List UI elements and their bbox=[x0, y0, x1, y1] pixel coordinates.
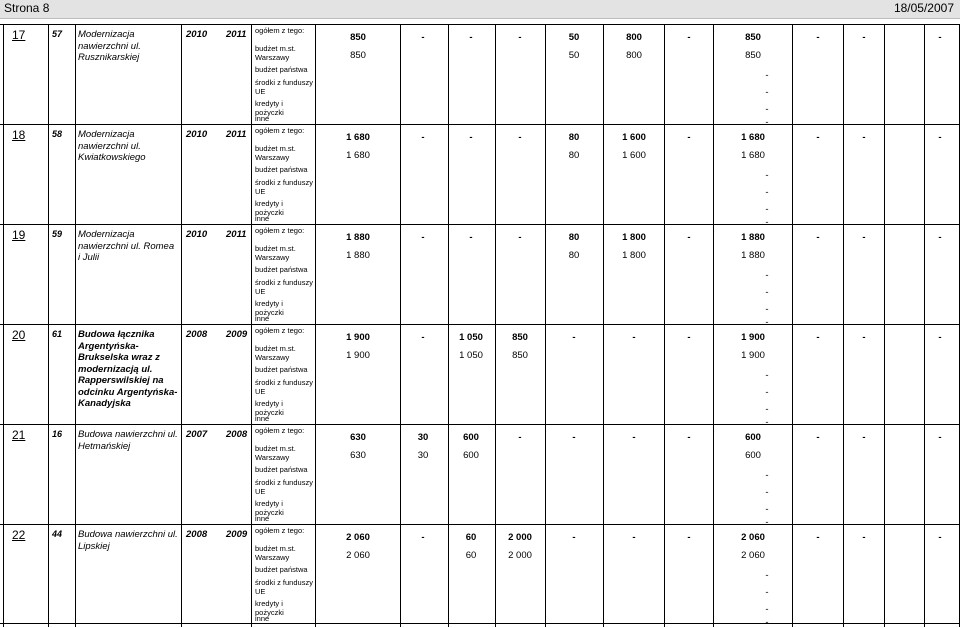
eu-funds-label: środki z funduszy UE bbox=[255, 478, 313, 496]
total-value: - bbox=[862, 332, 866, 343]
total-value: - bbox=[816, 32, 820, 43]
total-value: - bbox=[862, 532, 866, 543]
eu-value: - bbox=[765, 287, 769, 298]
total-value: - bbox=[469, 232, 473, 243]
project-name: Modernizacja nawierzchni ul. Kwiatkowskiego bbox=[78, 129, 146, 163]
total-value: 30 bbox=[417, 432, 429, 443]
loans-label: kredyty i pożyczki bbox=[255, 299, 284, 317]
project-name: Budowa nawierzchni ul. Hetmańskiej bbox=[78, 429, 178, 452]
state-budget-label: budżet państwa bbox=[255, 165, 308, 174]
city-budget-value: 1 800 bbox=[622, 250, 646, 261]
total-value: 50 bbox=[568, 32, 580, 43]
start-year: 2010 bbox=[186, 129, 208, 140]
total-label: ogółem z tego: bbox=[255, 126, 305, 135]
total-value: - bbox=[469, 32, 473, 43]
total-value: - bbox=[938, 132, 942, 143]
city-budget-value: 800 bbox=[626, 50, 642, 61]
other-label: inne bbox=[255, 514, 270, 523]
total-value: - bbox=[518, 32, 522, 43]
loans-label: kredyty i pożyczki bbox=[255, 199, 284, 217]
city-budget-value: 1 900 bbox=[741, 350, 765, 361]
total-value: - bbox=[632, 432, 636, 443]
total-label: ogółem z tego: bbox=[255, 326, 305, 335]
state-value: - bbox=[765, 370, 769, 381]
total-value: 80 bbox=[568, 132, 580, 143]
other-value: - bbox=[765, 517, 769, 528]
other-value: - bbox=[765, 417, 769, 428]
city-budget-value: 2 000 bbox=[508, 550, 532, 561]
start-year: 2008 bbox=[186, 329, 208, 340]
city-budget-value: 850 bbox=[512, 350, 528, 361]
loans-value: - bbox=[765, 104, 769, 115]
position-number: 16 bbox=[52, 429, 63, 439]
total-value: - bbox=[816, 132, 820, 143]
total-value: - bbox=[938, 232, 942, 243]
total-value: 850 bbox=[512, 332, 528, 343]
total-label: ogółem z tego: bbox=[255, 526, 305, 535]
city-budget-value: 2 060 bbox=[346, 550, 370, 561]
loans-label: kredyty i pożyczki bbox=[255, 99, 284, 117]
end-year: 2011 bbox=[226, 29, 247, 40]
project-row bbox=[0, 424, 960, 528]
total-value: - bbox=[687, 532, 691, 543]
city-budget-value: 1 600 bbox=[622, 150, 646, 161]
total-value: - bbox=[632, 532, 636, 543]
print-date: 18/05/2007 bbox=[893, 1, 954, 15]
state-budget-label: budżet państwa bbox=[255, 465, 308, 474]
total-value: - bbox=[632, 332, 636, 343]
total-value: - bbox=[816, 232, 820, 243]
eu-funds-label: środki z funduszy UE bbox=[255, 578, 313, 596]
city-budget-label: budżet m.st. Warszawy bbox=[255, 144, 296, 162]
row-number: 17 bbox=[12, 28, 26, 42]
other-label: inne bbox=[255, 314, 270, 323]
loans-value: - bbox=[765, 204, 769, 215]
total-value: - bbox=[572, 332, 576, 343]
city-budget-value: 1 680 bbox=[741, 150, 765, 161]
city-budget-label: budżet m.st. Warszawy bbox=[255, 344, 296, 362]
total-value: - bbox=[469, 132, 473, 143]
total-value: - bbox=[687, 232, 691, 243]
start-year: 2008 bbox=[186, 529, 208, 540]
end-year: 2009 bbox=[226, 529, 248, 540]
total-value: - bbox=[518, 432, 522, 443]
other-value: - bbox=[765, 617, 769, 628]
total-value: 600 bbox=[745, 432, 761, 443]
eu-funds-label: środki z funduszy UE bbox=[255, 78, 313, 96]
end-year: 2011 bbox=[226, 129, 247, 140]
total-label: ogółem z tego: bbox=[255, 26, 305, 35]
city-budget-value: 600 bbox=[745, 450, 761, 461]
loans-value: - bbox=[765, 604, 769, 615]
project-name: Modernizacja nawierzchni ul. Rusznikarskiej bbox=[78, 29, 141, 63]
total-value: - bbox=[421, 332, 425, 343]
loans-label: kredyty i pożyczki bbox=[255, 499, 284, 517]
position-number: 61 bbox=[52, 329, 63, 339]
city-budget-label: budżet m.st. Warszawy bbox=[255, 44, 296, 62]
total-value: - bbox=[938, 432, 942, 443]
city-budget-value: 2 060 bbox=[741, 550, 765, 561]
eu-funds-label: środki z funduszy UE bbox=[255, 278, 313, 296]
city-budget-value: 630 bbox=[350, 450, 366, 461]
city-budget-value: 60 bbox=[465, 550, 477, 561]
position-number: 57 bbox=[52, 29, 63, 39]
row-number: 21 bbox=[12, 428, 26, 442]
total-value: - bbox=[687, 432, 691, 443]
total-value: - bbox=[421, 532, 425, 543]
total-value: 1 900 bbox=[346, 332, 370, 343]
total-value: 1 900 bbox=[741, 332, 765, 343]
eu-value: - bbox=[765, 187, 769, 198]
city-budget-value: 30 bbox=[417, 450, 429, 461]
project-row bbox=[0, 24, 960, 128]
loans-label: kredyty i pożyczki bbox=[255, 399, 284, 417]
city-budget-value: 850 bbox=[745, 50, 761, 61]
state-value: - bbox=[765, 570, 769, 581]
total-value: 60 bbox=[465, 532, 477, 543]
total-value: 1 050 bbox=[459, 332, 483, 343]
total-value: 800 bbox=[626, 32, 642, 43]
other-label: inne bbox=[255, 414, 270, 423]
city-budget-value: 600 bbox=[463, 450, 479, 461]
total-value: - bbox=[816, 532, 820, 543]
total-value: - bbox=[518, 232, 522, 243]
row-number: 22 bbox=[12, 528, 26, 542]
total-value: - bbox=[938, 532, 942, 543]
total-value: - bbox=[687, 132, 691, 143]
total-value: - bbox=[938, 32, 942, 43]
total-value: - bbox=[938, 332, 942, 343]
state-budget-label: budżet państwa bbox=[255, 265, 308, 274]
other-label: inne bbox=[255, 114, 270, 123]
total-value: - bbox=[862, 232, 866, 243]
end-year: 2009 bbox=[226, 329, 248, 340]
other-value: - bbox=[765, 217, 769, 228]
other-value: - bbox=[765, 117, 769, 128]
state-value: - bbox=[765, 70, 769, 81]
city-budget-value: 1 900 bbox=[346, 350, 370, 361]
loans-value: - bbox=[765, 504, 769, 515]
total-value: - bbox=[421, 132, 425, 143]
state-budget-label: budżet państwa bbox=[255, 365, 308, 374]
eu-value: - bbox=[765, 387, 769, 398]
state-value: - bbox=[765, 470, 769, 481]
city-budget-label: budżet m.st. Warszawy bbox=[255, 544, 296, 562]
total-value: 80 bbox=[568, 232, 580, 243]
total-value: 1 800 bbox=[622, 232, 646, 243]
total-value: 850 bbox=[745, 32, 761, 43]
total-value: - bbox=[816, 432, 820, 443]
project-name: Modernizacja nawierzchni ul. Romea i Julii bbox=[78, 229, 175, 263]
city-budget-value: 850 bbox=[350, 50, 366, 61]
other-label: inne bbox=[255, 614, 270, 623]
state-value: - bbox=[765, 270, 769, 281]
total-value: - bbox=[687, 332, 691, 343]
eu-value: - bbox=[765, 87, 769, 98]
city-budget-value: 1 880 bbox=[741, 250, 765, 261]
city-budget-value: 80 bbox=[568, 150, 580, 161]
project-row bbox=[0, 224, 960, 328]
state-value: - bbox=[765, 170, 769, 181]
total-value: - bbox=[572, 432, 576, 443]
total-value: 1 600 bbox=[622, 132, 646, 143]
city-budget-value: 50 bbox=[568, 50, 580, 61]
city-budget-value: 1 880 bbox=[346, 250, 370, 261]
page-header bbox=[0, 0, 960, 19]
total-value: 600 bbox=[463, 432, 479, 443]
total-value: - bbox=[687, 32, 691, 43]
loans-value: - bbox=[765, 404, 769, 415]
other-value: - bbox=[765, 317, 769, 328]
total-value: 630 bbox=[350, 432, 366, 443]
position-number: 59 bbox=[52, 229, 63, 239]
total-value: 1 680 bbox=[741, 132, 765, 143]
total-value: 2 000 bbox=[508, 532, 532, 543]
eu-value: - bbox=[765, 487, 769, 498]
city-budget-value: 80 bbox=[568, 250, 580, 261]
eu-funds-label: środki z funduszy UE bbox=[255, 378, 313, 396]
end-year: 2011 bbox=[226, 229, 247, 240]
state-budget-label: budżet państwa bbox=[255, 65, 308, 74]
total-value: - bbox=[862, 132, 866, 143]
total-label: ogółem z tego: bbox=[255, 426, 305, 435]
other-label: inne bbox=[255, 214, 270, 223]
city-budget-value: 1 680 bbox=[346, 150, 370, 161]
total-value: - bbox=[518, 132, 522, 143]
eu-value: - bbox=[765, 587, 769, 598]
state-budget-label: budżet państwa bbox=[255, 565, 308, 574]
start-year: 2010 bbox=[186, 229, 208, 240]
row-number: 19 bbox=[12, 228, 26, 242]
total-value: - bbox=[421, 232, 425, 243]
city-budget-value: 1 050 bbox=[459, 350, 483, 361]
total-value: 2 060 bbox=[741, 532, 765, 543]
city-budget-label: budżet m.st. Warszawy bbox=[255, 444, 296, 462]
total-label: ogółem z tego: bbox=[255, 226, 305, 235]
total-value: - bbox=[816, 332, 820, 343]
total-value: 1 680 bbox=[346, 132, 370, 143]
project-name: Budowa nawierzchni ul. Lipskiej bbox=[78, 529, 178, 552]
page-number: Strona 8 bbox=[4, 1, 50, 15]
total-value: 1 880 bbox=[741, 232, 765, 243]
project-row bbox=[0, 124, 960, 228]
total-value: 850 bbox=[350, 32, 366, 43]
position-number: 58 bbox=[52, 129, 63, 139]
total-value: - bbox=[862, 432, 866, 443]
loans-label: kredyty i pożyczki bbox=[255, 599, 284, 617]
project-row bbox=[0, 524, 960, 628]
row-number: 20 bbox=[12, 328, 26, 342]
project-name: Budowa łącznika Argentyńska-Brukselska wraz z modernizacją ul. Rapperswilskiej na odcinku Argentyńska-Kanadyjska bbox=[78, 329, 178, 409]
row-number: 18 bbox=[12, 128, 26, 142]
total-value: - bbox=[862, 32, 866, 43]
total-value: - bbox=[421, 32, 425, 43]
eu-funds-label: środki z funduszy UE bbox=[255, 178, 313, 196]
loans-value: - bbox=[765, 304, 769, 315]
total-value: - bbox=[572, 532, 576, 543]
start-year: 2010 bbox=[186, 29, 208, 40]
position-number: 44 bbox=[52, 529, 63, 539]
end-year: 2008 bbox=[226, 429, 248, 440]
city-budget-label: budżet m.st. Warszawy bbox=[255, 244, 296, 262]
start-year: 2007 bbox=[186, 429, 208, 440]
total-value: 1 880 bbox=[346, 232, 370, 243]
total-value: 2 060 bbox=[346, 532, 370, 543]
project-row bbox=[0, 324, 960, 428]
